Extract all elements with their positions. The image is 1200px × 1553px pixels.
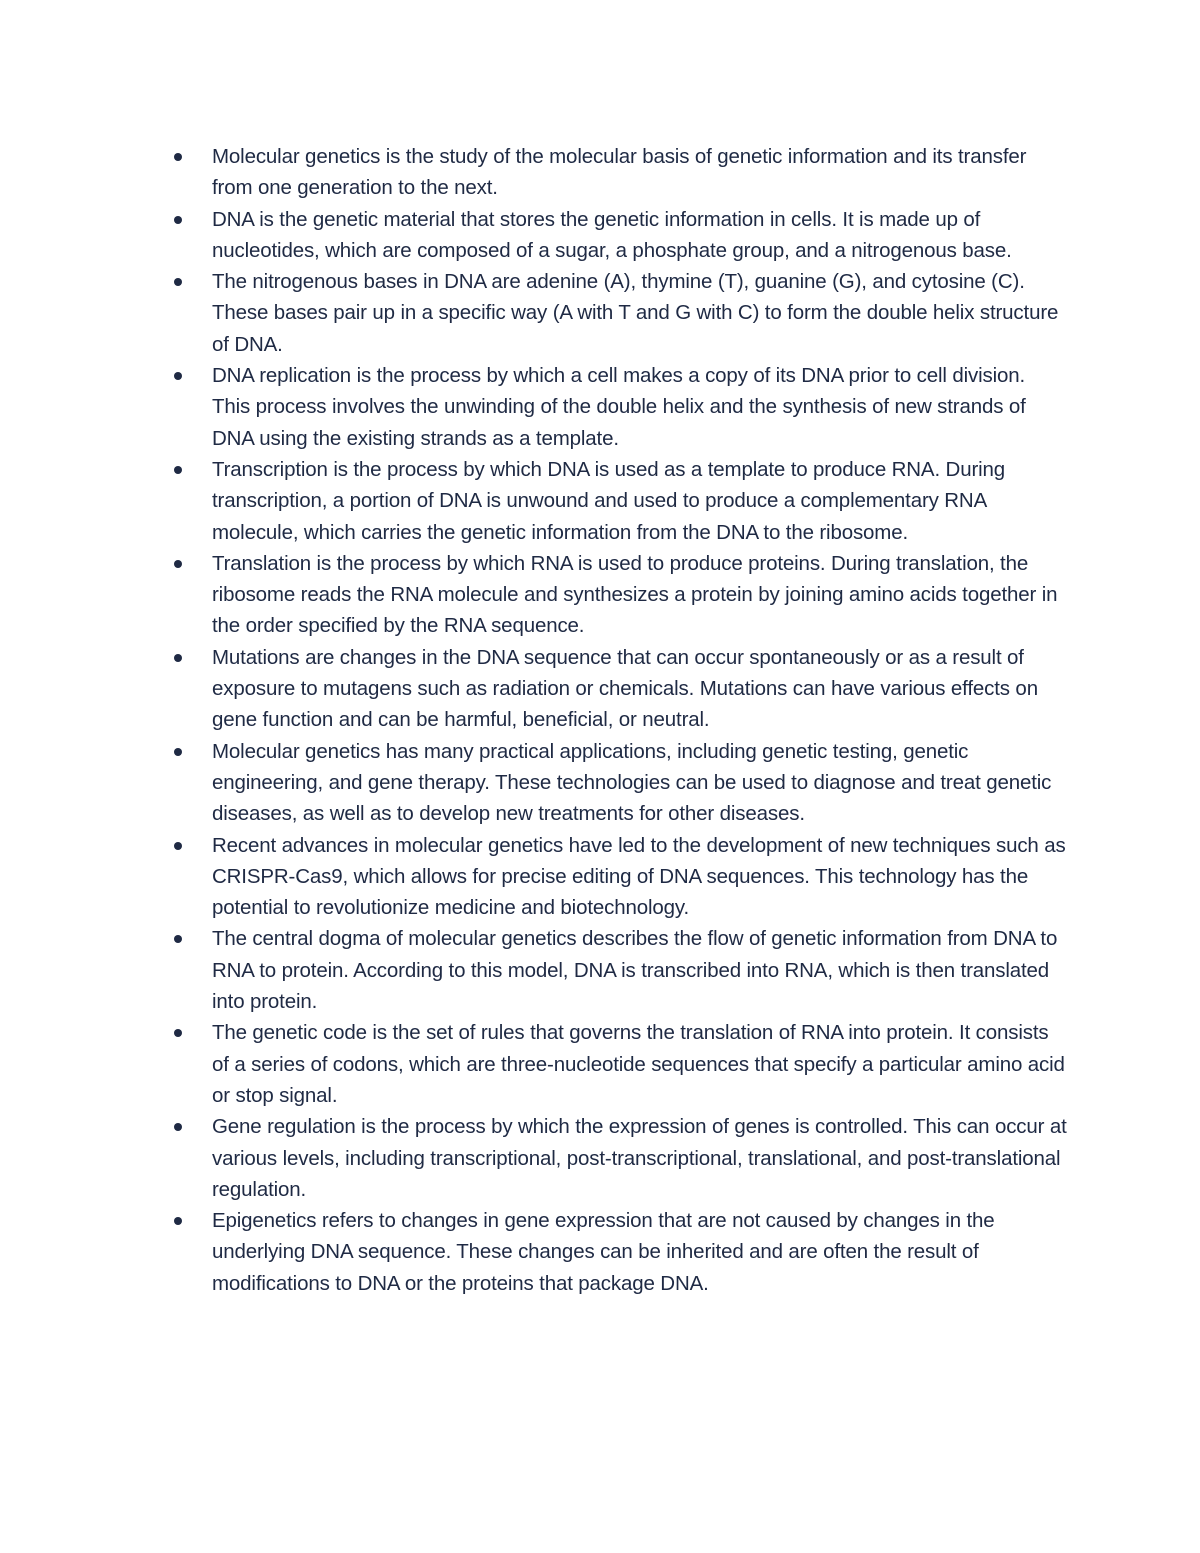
bullet-item [168, 830, 1068, 924]
bullet-text: Molecular genetics is the study of the molecular basis of genetic information and its transfer from one generation to the next. [212, 145, 1027, 200]
bullet-item [168, 923, 1068, 1017]
bullet-text: Molecular genetics has many practical applications, including genetic testing, genetic engineering, and gene therapy. These technologies can be used to diagnose and treat genetic diseases, as well as to develop new treatments for other diseases. [212, 739, 1052, 826]
bullet-item [168, 1111, 1068, 1205]
bullet-text: DNA is the genetic material that stores the genetic information in cells. It is made up of nucleotides, which are composed of a sugar, a phosphate group, and a nitrogenous base. [212, 207, 1012, 262]
bullet-item [168, 736, 1068, 830]
bullet-item [168, 454, 1068, 548]
bullet-text: The central dogma of molecular genetics describes the flow of genetic information from DNA to RNA to protein. According to this model, DNA is transcribed into RNA, which is then translated into protein. [212, 927, 1058, 1014]
bullet-dot-icon [174, 1029, 182, 1037]
bullet-dot-icon [174, 1217, 182, 1225]
bullet-dot-icon [174, 842, 182, 850]
bullet-item [168, 1017, 1068, 1111]
bullet-item [168, 266, 1068, 360]
bullet-dot-icon [174, 560, 182, 568]
bullet-text: The nitrogenous bases in DNA are adenine (A), thymine (T), guanine (G), and cytosine (C). These bases pair up in a specific way (A with T and G with C) to form the double helix structure of DNA. [212, 270, 1059, 356]
bullet-item [168, 1205, 1068, 1299]
bullet-text: Recent advances in molecular genetics have led to the development of new techniques such as CRISPR-Cas9, which allows for precise editing of DNA sequences. This technology has the potential to revolutionize medicine and biotechnology. [212, 833, 1066, 920]
bullet-text: DNA replication is the process by which a cell makes a copy of its DNA prior to cell division. This process involves the unwinding of the double helix and the synthesis of new strands of DNA using the existing strands as a template. [212, 364, 1026, 450]
bullet-text: Mutations are changes in the DNA sequence that can occur spontaneously or as a result of exposure to mutagens such as radiation or chemicals. Mutations can have various effects on gene function and can be harmful, beneficial, or neutral. [212, 645, 1038, 732]
bullet-dot-icon [174, 1123, 182, 1131]
bullet-dot-icon [174, 216, 182, 224]
bullet-text: Epigenetics refers to changes in gene expression that are not caused by changes in the underlying DNA sequence. These changes can be inherited and are often the result of modifications to DNA or the proteins that package DNA. [212, 1209, 995, 1295]
bullet-dot-icon [174, 935, 182, 943]
bullet-dot-icon [174, 278, 182, 286]
bullet-item [168, 141, 1068, 204]
bullet-item [168, 548, 1068, 642]
bullet-dot-icon [174, 372, 182, 380]
bullet-dot-icon [174, 466, 182, 474]
bullet-text: Translation is the process by which RNA is used to produce proteins. During translation, the ribosome reads the RNA molecule and synthesizes a protein by joining amino acids together in the order specified by the RNA sequence. [212, 551, 1058, 638]
bullet-text: The genetic code is the set of rules that governs the translation of RNA into protein. It consists of a series of codons, which are three-nucleotide sequences that specify a particular amino acid or stop signal. [212, 1021, 1065, 1107]
bullet-item [168, 204, 1068, 267]
bullet-item [168, 360, 1068, 454]
bullet-dot-icon [174, 153, 182, 161]
bullet-text: Transcription is the process by which DNA is used as a template to produce RNA. During transcription, a portion of DNA is unwound and used to produce a complementary RNA molecule, which carries the genetic information from the DNA to the ribosome. [212, 457, 1006, 544]
bullet-dot-icon [174, 654, 182, 662]
bullet-dot-icon [174, 748, 182, 756]
bullet-list [168, 141, 1068, 1299]
bullet-text: Gene regulation is the process by which the expression of genes is controlled. This can occur at various levels, including transcriptional, post-transcriptional, translational, and post-translational regulation. [212, 1115, 1067, 1201]
bullet-item [168, 642, 1068, 736]
